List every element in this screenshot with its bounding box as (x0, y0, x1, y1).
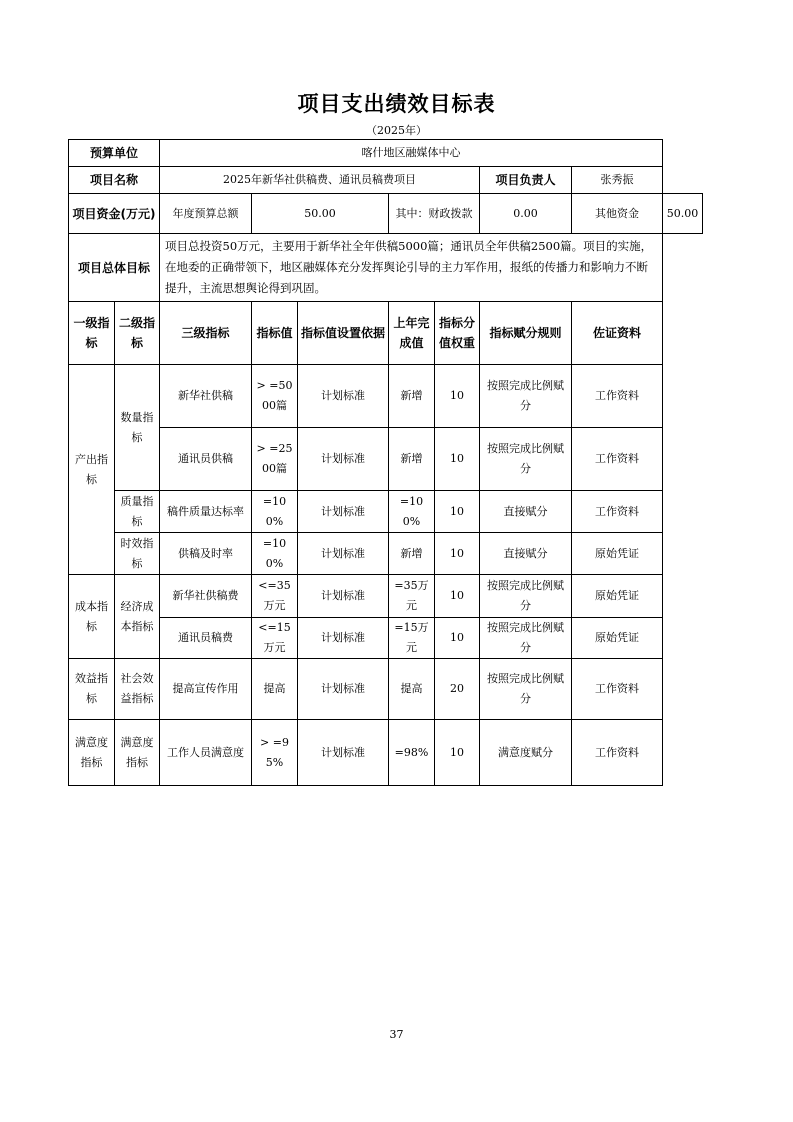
table-cell: 新增 (389, 428, 435, 491)
fiscal-allocation-label: 其中：财政拨款 (389, 194, 480, 234)
table-cell: 计划标准 (298, 428, 389, 491)
table-cell: 直接赋分 (480, 491, 572, 533)
group-satisfaction-sub: 满意度指标 (115, 720, 160, 786)
group-quantity: 数量指标 (115, 365, 160, 491)
table-cell: =15万元 (389, 618, 435, 659)
header-value: 指标值 (252, 302, 298, 365)
group-cost: 成本指标 (69, 575, 115, 659)
other-funds-label: 其他资金 (572, 194, 663, 234)
group-social-benefit: 社会效益指标 (115, 659, 160, 720)
table-cell: 10 (435, 533, 480, 575)
project-name-value: 2025年新华社供稿费、通讯员稿费项目 (160, 167, 480, 194)
overall-goal-label: 项目总体目标 (69, 234, 160, 302)
table-cell: 按照完成比例赋分 (480, 428, 572, 491)
table-cell: 提高宣传作用 (160, 659, 252, 720)
header-level1: 一级指标 (69, 302, 115, 365)
table-cell: 满意度赋分 (480, 720, 572, 786)
table-cell: 新华社供稿 (160, 365, 252, 428)
table-cell: 原始凭证 (572, 618, 663, 659)
table-cell: 20 (435, 659, 480, 720)
table-cell: 直接赋分 (480, 533, 572, 575)
table-cell: 提高 (389, 659, 435, 720)
header-evidence: 佐证资料 (572, 302, 663, 365)
table-cell: 10 (435, 491, 480, 533)
table-cell: 通讯员稿费 (160, 618, 252, 659)
table-cell: 计划标准 (298, 575, 389, 618)
table-cell: =35万元 (389, 575, 435, 618)
group-satisfaction: 满意度指标 (69, 720, 115, 786)
project-fund-label: 项目资金(万元) (69, 194, 160, 234)
table-cell: 提高 (252, 659, 298, 720)
page-title: 项目支出绩效目标表 (297, 92, 496, 116)
header-basis: 指标值设置依据 (298, 302, 389, 365)
header-rule: 指标赋分规则 (480, 302, 572, 365)
table-cell: <=35万元 (252, 575, 298, 618)
group-output: 产出指标 (69, 365, 115, 575)
table-cell: 工作资料 (572, 428, 663, 491)
other-funds-value: 50.00 (663, 194, 703, 234)
annual-budget-label: 年度预算总额 (160, 194, 252, 234)
table-cell: =100% (252, 491, 298, 533)
table-cell: <=15万元 (252, 618, 298, 659)
table-cell: 原始凭证 (572, 533, 663, 575)
table-cell: 供稿及时率 (160, 533, 252, 575)
performance-target-table (68, 139, 703, 786)
budget-unit-value: 喀什地区融媒体中心 (160, 140, 663, 167)
table-cell: 按照完成比例赋分 (480, 659, 572, 720)
annual-budget-value: 50.00 (252, 194, 389, 234)
budget-unit-label: 预算单位 (69, 140, 160, 167)
fiscal-allocation-value: 0.00 (480, 194, 572, 234)
table-cell: > =5000篇 (252, 365, 298, 428)
table-cell: 计划标准 (298, 365, 389, 428)
group-economic-cost: 经济成本指标 (115, 575, 160, 659)
table-cell: 原始凭证 (572, 575, 663, 618)
table-cell: 按照完成比例赋分 (480, 575, 572, 618)
project-owner-value: 张秀振 (572, 167, 663, 194)
table-cell: > =95% (252, 720, 298, 786)
table-cell: 新增 (389, 533, 435, 575)
table-cell: 工作资料 (572, 720, 663, 786)
table-cell: 工作人员满意度 (160, 720, 252, 786)
table-cell: 工作资料 (572, 659, 663, 720)
table-cell: 新华社供稿费 (160, 575, 252, 618)
table-cell: 计划标准 (298, 491, 389, 533)
project-name-label: 项目名称 (69, 167, 160, 194)
table-cell: =100% (252, 533, 298, 575)
table-cell: 计划标准 (298, 720, 389, 786)
table-cell: 计划标准 (298, 618, 389, 659)
table-cell: =98% (389, 720, 435, 786)
project-owner-label: 项目负责人 (480, 167, 572, 194)
table-cell: 计划标准 (298, 533, 389, 575)
table-cell: 通讯员供稿 (160, 428, 252, 491)
header-level2: 二级指标 (115, 302, 160, 365)
table-cell: 10 (435, 575, 480, 618)
table-cell: 工作资料 (572, 491, 663, 533)
table-cell: 10 (435, 618, 480, 659)
table-cell: 10 (435, 428, 480, 491)
overall-goal-text: 项目总投资50万元，主要用于新华社全年供稿5000篇；通讯员全年供稿2500篇。项目的实施，在地委的正确带领下，地区融媒体充分发挥舆论引导的主力军作用，报纸的传播力和影响力不断提升，主流思想舆论得到巩固。 (160, 234, 663, 302)
year-subtitle: （2025年） (366, 124, 427, 137)
header-weight: 指标分值权重 (435, 302, 480, 365)
table-cell: 按照完成比例赋分 (480, 365, 572, 428)
table-cell: 工作资料 (572, 365, 663, 428)
group-benefit: 效益指标 (69, 659, 115, 720)
table-cell: 稿件质量达标率 (160, 491, 252, 533)
table-cell: > =2500篇 (252, 428, 298, 491)
group-quality: 质量指标 (115, 491, 160, 533)
header-last-year: 上年完成值 (389, 302, 435, 365)
table-cell: 10 (435, 365, 480, 428)
table-cell: 计划标准 (298, 659, 389, 720)
group-timeliness: 时效指标 (115, 533, 160, 575)
table-cell: 10 (435, 720, 480, 786)
table-cell: 新增 (389, 365, 435, 428)
header-level3: 三级指标 (160, 302, 252, 365)
page-number: 37 (389, 1028, 404, 1041)
table-cell: =100% (389, 491, 435, 533)
table-cell: 按照完成比例赋分 (480, 618, 572, 659)
